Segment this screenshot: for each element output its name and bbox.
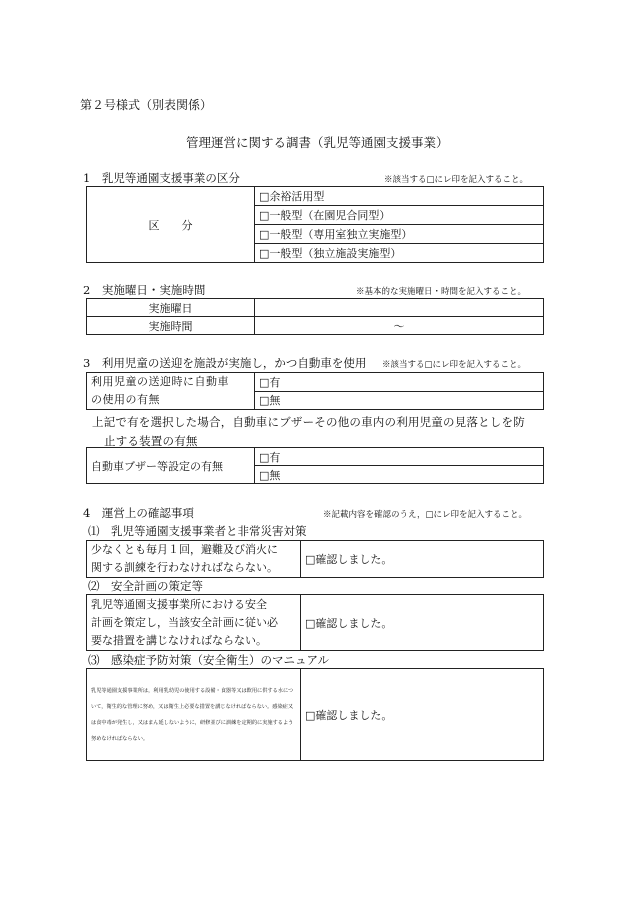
sub2-line3: 要な措置を講じなければならない。 (91, 633, 267, 647)
section2-note: ※基本的な実施曜日・時間を記入すること。 (356, 287, 527, 297)
sub1-confirm-checkbox[interactable]: □確認しました。 (301, 541, 544, 578)
sub1-line1: 少なくとも毎月１回，避難及び消火に (91, 543, 278, 556)
sub2-line1: 乳児等通園支援事業所における安全 (91, 597, 267, 611)
sub2-confirm-checkbox[interactable]: □確認しました。 (301, 595, 544, 651)
sub3-confirm-checkbox[interactable]: □確認しました。 (301, 669, 544, 761)
transport-yes-option[interactable]: □有 (255, 373, 544, 392)
section1-heading: 1 乳児等通園支援事業の区分 (83, 171, 240, 185)
section2-table (86, 298, 544, 335)
buzzer-question: 自動車ブザー等設定の有無 (87, 448, 255, 484)
sub2-line2: 計画を策定し，当該安全計画に従い必 (91, 615, 278, 629)
sub2-requirement (87, 595, 301, 651)
transport-question (87, 373, 255, 410)
transport-question-line1: 利用児童の送迎時に自動車 (91, 375, 229, 388)
sub2-title: ⑵ 安全計画の策定等 (88, 579, 203, 593)
buzzer-explanation-line1: 上記で有を選択した場合，自動車にブザーその他の車内の利用児童の見落としを防 (92, 415, 525, 429)
sub1-title: ⑴ 乳児等通園支援事業者と非常災害対策 (88, 524, 307, 538)
sub1-table (86, 540, 544, 578)
section1-table (86, 186, 544, 263)
option-yoyu-katsuyo[interactable]: □余裕活用型 (255, 187, 544, 206)
option-ippan-senyoshitsu[interactable]: □一般型（専用室独立実施型） (255, 225, 544, 244)
section3-note: ※該当する□にレ印を記入すること。 (382, 360, 527, 370)
section2-heading: 2 実施曜日・実施時間 (83, 283, 206, 297)
sub2-table (86, 594, 544, 651)
buzzer-explanation (92, 413, 525, 451)
section4-heading: 4 運営上の確認事項 (83, 506, 194, 520)
sub1-requirement (87, 541, 301, 578)
day-value[interactable] (255, 299, 544, 317)
time-label: 実施時間 (87, 317, 255, 335)
time-value[interactable]: ～ (255, 317, 544, 335)
page-title: 管理運営に関する調書（乳児等通園支援事業） (186, 135, 449, 150)
buzzer-no-option[interactable]: □無 (255, 466, 544, 484)
buzzer-yes-option[interactable]: □有 (255, 448, 544, 466)
sub1-line2: 関する訓練を行わなければならない。 (91, 561, 278, 574)
section1-note: ※該当する□にレ印を記入すること。 (384, 175, 529, 185)
section3-heading: 3 利用児童の送迎を施設が実施し，かつ自動車を使用 (83, 356, 367, 370)
category-label: 区 分 (87, 187, 255, 263)
sub3-title: ⑶ 感染症予防対策（安全衛生）のマニュアル (88, 653, 330, 667)
section3-table-buzzer (86, 447, 544, 484)
sub3-table (86, 668, 544, 761)
option-ippan-dokuritsu[interactable]: □一般型（独立施設実施型） (255, 244, 544, 263)
sub3-text: 乳児等通園支援事業所は，利用乳幼児の使用する設備・食器等又は飲用に供する水について，衛生的な管理に努め，又は衛生上必要な措置を講じなければならない。感染症又は食中毒が発生し，又はまん延しないように，研修並びに訓練を定期的に実施するよう努めなければならない。 (91, 687, 294, 742)
section4-note: ※記載内容を確認のうえ，□にレ印を記入すること。 (323, 510, 528, 520)
day-label: 実施曜日 (87, 299, 255, 317)
transport-no-option[interactable]: □無 (255, 391, 544, 410)
section3-table-transport (86, 372, 544, 410)
form-number: 第２号様式（別表関係） (80, 98, 213, 112)
transport-question-line2: の使用の有無 (91, 393, 160, 406)
sub3-requirement (87, 669, 301, 761)
buzzer-explanation-line2: 止する装置の有無 (104, 434, 198, 448)
option-ippan-zaienji[interactable]: □一般型（在園児合同型） (255, 206, 544, 225)
